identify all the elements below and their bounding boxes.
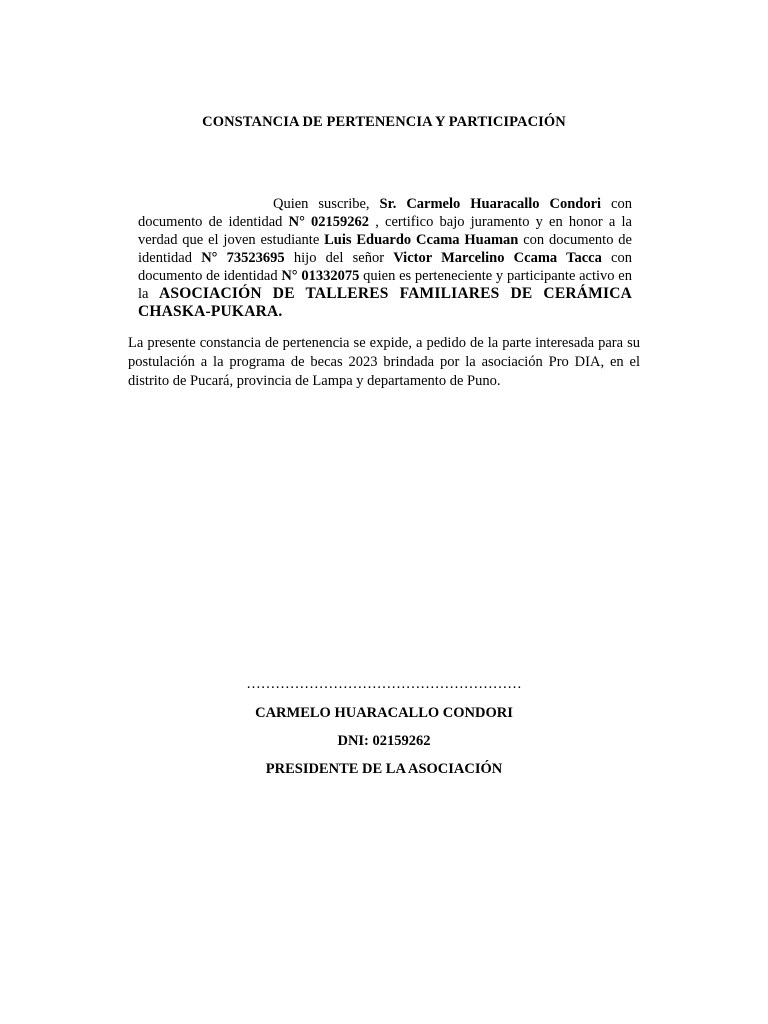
signer-name: Sr. Carmelo Huaracallo Condori [379,196,602,212]
certification-paragraph [138,195,632,321]
signatory-name: CARMELO HUARACALLO CONDORI [255,705,513,721]
para1-text-5: hijo del señor [284,250,394,266]
para1-text-6: con documento de identidad [138,250,632,284]
father-name: Victor Marcelino Ccama Tacca [393,250,602,266]
para1-text-7: quien es perteneciente y participante activo en la [138,268,632,302]
para1-text-2: con documento de identidad [138,196,632,230]
para1-text-1: Quien suscribe, [273,196,380,212]
signature-line: ………………………………………………… [246,676,522,692]
para1-text-3: , certifico bajo juramento y en honor a la verdad que el joven estudiante [138,214,632,248]
father-id-number: N° 01332075 [281,268,360,284]
purpose-paragraph: La presente constancia de pertenencia se expide, a pedido de la parte interesada para su postulación a la programa de becas 2023 brindada por la asociación Pro DIA, en el distrito de Pucará, provincia de Lampa y departamento de Puno. [128,335,640,389]
signatory-role: PRESIDENTE DE LA ASOCIACIÓN [265,761,503,777]
student-id-number: N° 73523695 [201,250,285,266]
student-name: Luis Eduardo Ccama Huaman [324,232,519,248]
document-title: CONSTANCIA DE PERTENENCIA Y PARTICIPACIÓN [202,114,566,130]
association-name: ASOCIACIÓN DE TALLERES FAMILIARES DE CERÁMICA CHASKA-PUKARA. [138,285,632,320]
para1-text-4: con documento de identidad [138,232,632,266]
signatory-dni: DNI: 02159262 [337,733,431,749]
signer-id-number: N° 02159262 [288,214,370,230]
